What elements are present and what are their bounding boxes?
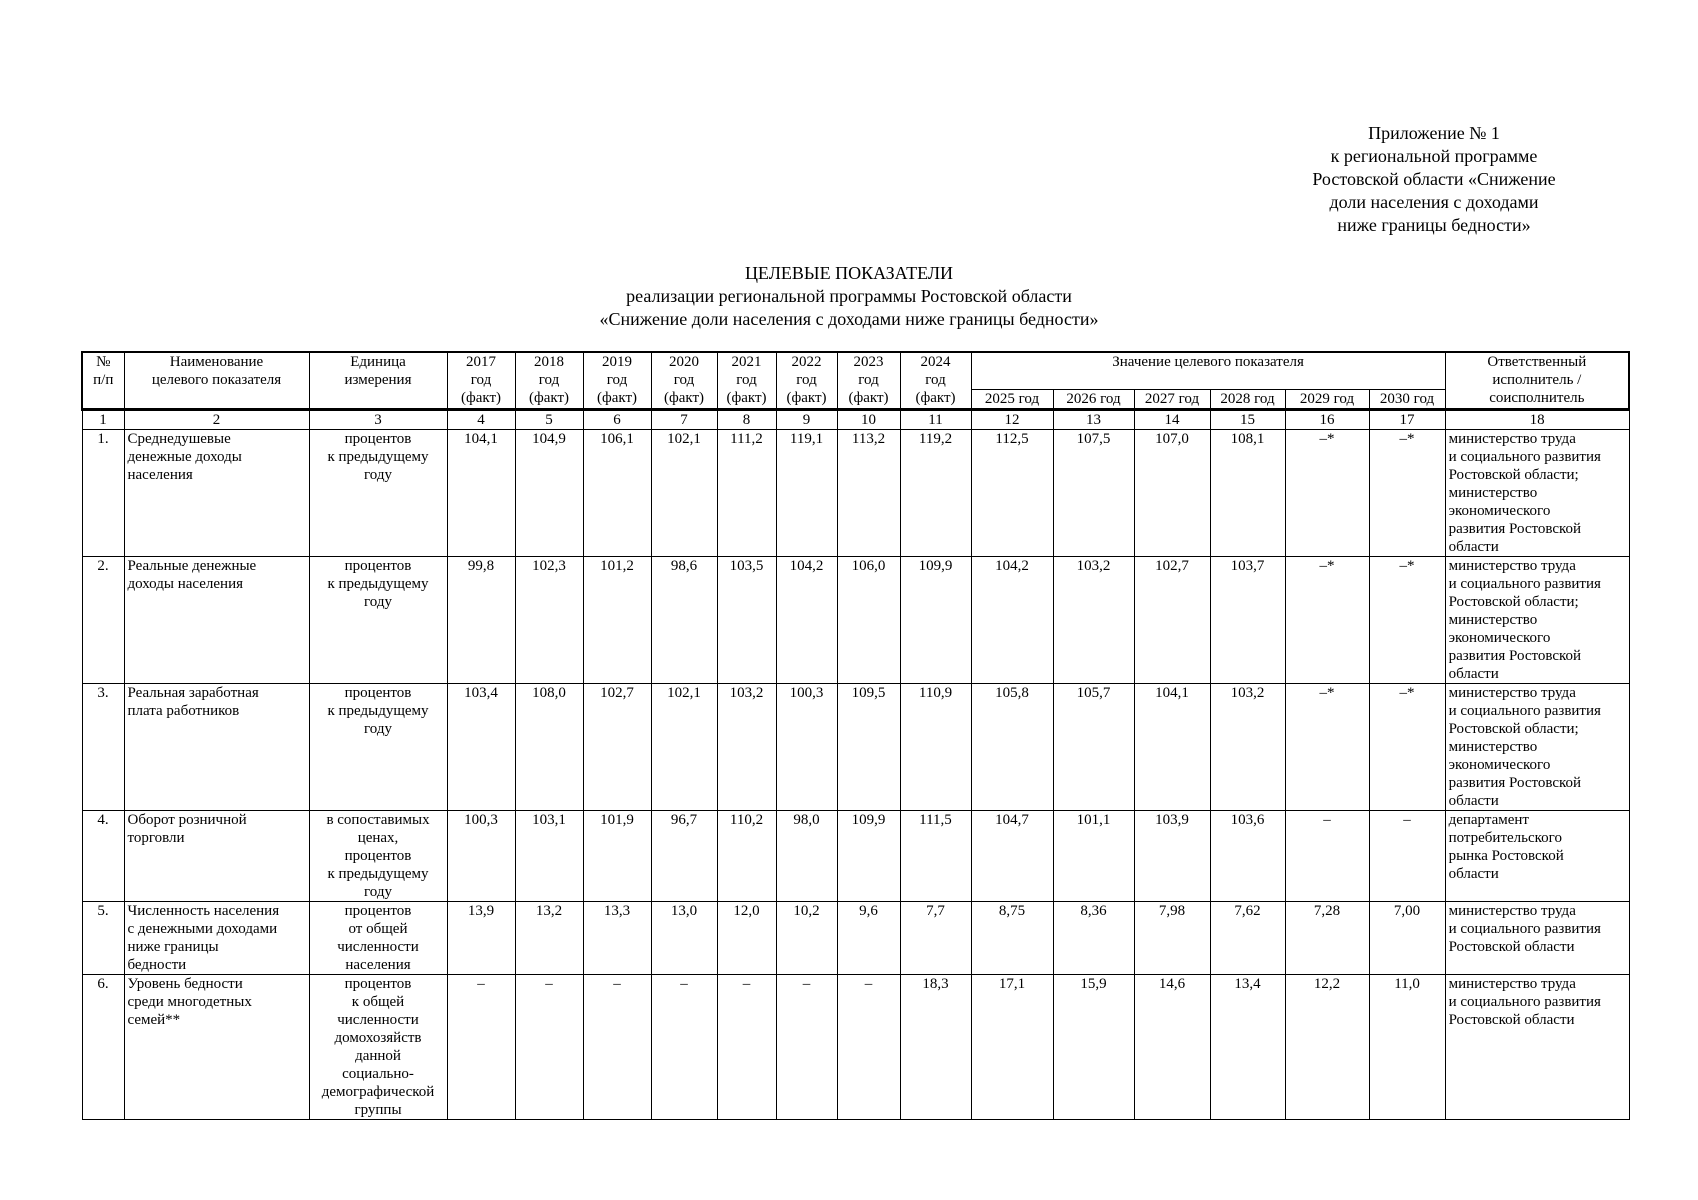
value-cell: 108,0: [515, 684, 583, 811]
table-row: [82, 975, 1629, 1120]
value-cell: 103,7: [1210, 557, 1285, 684]
value-cell: 113,2: [837, 430, 900, 557]
column-number: 9: [776, 410, 837, 430]
header-executor: Ответственный исполнитель / соисполнитель: [1445, 352, 1629, 410]
value-cell: –*: [1369, 684, 1445, 811]
header-fact-year: 2017 год (факт): [447, 352, 515, 410]
row-number: 2.: [82, 557, 124, 684]
value-cell: 112,5: [971, 430, 1053, 557]
value-cell: 11,0: [1369, 975, 1445, 1120]
value-cell: 102,3: [515, 557, 583, 684]
executor-cell: министерство труда и социального развития Ростовской области: [1445, 975, 1629, 1120]
value-cell: 106,0: [837, 557, 900, 684]
header-fact-year: 2018 год (факт): [515, 352, 583, 410]
column-number: 14: [1134, 410, 1210, 430]
value-cell: 103,2: [1053, 557, 1134, 684]
table-row: [82, 430, 1629, 557]
column-number: 18: [1445, 410, 1629, 430]
value-cell: 9,6: [837, 902, 900, 975]
value-cell: –*: [1285, 557, 1369, 684]
header-fact-year: 2021 год (факт): [717, 352, 776, 410]
indicator-name: Численность населения с денежными доходами ниже границы бедности: [124, 902, 309, 975]
value-cell: 7,28: [1285, 902, 1369, 975]
unit-cell: процентов к предыдущему году: [309, 557, 447, 684]
column-number: 12: [971, 410, 1053, 430]
value-cell: 111,5: [900, 811, 971, 902]
value-cell: 104,1: [447, 430, 515, 557]
table-row: [82, 557, 1629, 684]
value-cell: 101,2: [583, 557, 651, 684]
value-cell: 111,2: [717, 430, 776, 557]
value-cell: –*: [1285, 684, 1369, 811]
column-number: 5: [515, 410, 583, 430]
value-cell: 105,8: [971, 684, 1053, 811]
indicator-name: Реальные денежные доходы населения: [124, 557, 309, 684]
value-cell: –: [515, 975, 583, 1120]
document-subtitle: реализации региональной программы Ростовской области: [626, 286, 1072, 306]
value-cell: 98,0: [776, 811, 837, 902]
header-target-year: 2030 год: [1369, 390, 1445, 410]
indicator-name: Среднедушевые денежные доходы населения: [124, 430, 309, 557]
value-cell: 100,3: [776, 684, 837, 811]
value-cell: 103,1: [515, 811, 583, 902]
value-cell: –: [776, 975, 837, 1120]
value-cell: 107,5: [1053, 430, 1134, 557]
value-cell: –: [447, 975, 515, 1120]
value-cell: 104,9: [515, 430, 583, 557]
value-cell: 13,4: [1210, 975, 1285, 1120]
value-cell: 96,7: [651, 811, 717, 902]
table-header: [82, 352, 1629, 410]
table-row: [82, 811, 1629, 902]
value-cell: 102,1: [651, 684, 717, 811]
value-cell: 10,2: [776, 902, 837, 975]
value-cell: 109,5: [837, 684, 900, 811]
appendix-line: ниже границы бедности»: [1337, 215, 1531, 235]
value-cell: 8,75: [971, 902, 1053, 975]
appendix-line: Ростовской области «Снижение: [1312, 169, 1556, 189]
value-cell: 13,0: [651, 902, 717, 975]
value-cell: –: [1285, 811, 1369, 902]
value-cell: 107,0: [1134, 430, 1210, 557]
executor-cell: департамент потребительского рынка Ростовской области: [1445, 811, 1629, 902]
column-number: 8: [717, 410, 776, 430]
value-cell: –: [837, 975, 900, 1120]
value-cell: 12,0: [717, 902, 776, 975]
value-cell: 13,2: [515, 902, 583, 975]
value-cell: 104,2: [776, 557, 837, 684]
unit-cell: процентов к общей численности домохозяйств данной социально- демографической группы: [309, 975, 447, 1120]
value-cell: 104,2: [971, 557, 1053, 684]
unit-cell: в сопоставимых ценах, процентов к предыдущему году: [309, 811, 447, 902]
header-name: Наименование целевого показателя: [124, 352, 309, 410]
value-cell: 17,1: [971, 975, 1053, 1120]
value-cell: 101,9: [583, 811, 651, 902]
header-target-group: Значение целевого показателя: [971, 352, 1445, 390]
column-number: 17: [1369, 410, 1445, 430]
value-cell: –: [583, 975, 651, 1120]
header-target-year: 2025 год: [971, 390, 1053, 410]
value-cell: 13,9: [447, 902, 515, 975]
value-cell: 102,7: [1134, 557, 1210, 684]
value-cell: 119,2: [900, 430, 971, 557]
header-fact-year: 2024 год (факт): [900, 352, 971, 410]
value-cell: 13,3: [583, 902, 651, 975]
header-fact-year: 2023 год (факт): [837, 352, 900, 410]
value-cell: 103,2: [1210, 684, 1285, 811]
value-cell: 98,6: [651, 557, 717, 684]
column-number: 10: [837, 410, 900, 430]
value-cell: 103,5: [717, 557, 776, 684]
target-indicators-table: [81, 351, 1630, 1120]
value-cell: 15,9: [1053, 975, 1134, 1120]
value-cell: 105,7: [1053, 684, 1134, 811]
value-cell: 110,9: [900, 684, 971, 811]
value-cell: 108,1: [1210, 430, 1285, 557]
column-number: 16: [1285, 410, 1369, 430]
value-cell: –: [651, 975, 717, 1120]
value-cell: 109,9: [900, 557, 971, 684]
value-cell: –*: [1285, 430, 1369, 557]
column-number: 4: [447, 410, 515, 430]
executor-cell: министерство труда и социального развития Ростовской области; министерство экономического развития Ростовской области: [1445, 684, 1629, 811]
value-cell: 99,8: [447, 557, 515, 684]
executor-cell: министерство труда и социального развития Ростовской области: [1445, 902, 1629, 975]
document-heading: [0, 262, 1698, 331]
value-cell: –: [1369, 811, 1445, 902]
value-cell: 14,6: [1134, 975, 1210, 1120]
value-cell: 103,6: [1210, 811, 1285, 902]
column-number: 13: [1053, 410, 1134, 430]
column-number: 7: [651, 410, 717, 430]
header-target-year: 2027 год: [1134, 390, 1210, 410]
header-target-year: 2026 год: [1053, 390, 1134, 410]
unit-cell: процентов от общей численности населения: [309, 902, 447, 975]
value-cell: 103,4: [447, 684, 515, 811]
appendix-line: Приложение № 1: [1368, 123, 1500, 143]
value-cell: 7,98: [1134, 902, 1210, 975]
indicator-name: Оборот розничной торговли: [124, 811, 309, 902]
appendix-line: доли населения с доходами: [1329, 192, 1539, 212]
header-target-year: 2028 год: [1210, 390, 1285, 410]
column-numbers-row: [82, 410, 1629, 430]
table-row: [82, 902, 1629, 975]
value-cell: 101,1: [1053, 811, 1134, 902]
value-cell: 7,62: [1210, 902, 1285, 975]
value-cell: 18,3: [900, 975, 971, 1120]
column-number: 6: [583, 410, 651, 430]
executor-cell: министерство труда и социального развития Ростовской области; министерство экономического развития Ростовской области: [1445, 557, 1629, 684]
indicator-name: Уровень бедности среди многодетных семей**: [124, 975, 309, 1120]
value-cell: 106,1: [583, 430, 651, 557]
row-number: 4.: [82, 811, 124, 902]
column-number: 3: [309, 410, 447, 430]
document-title: ЦЕЛЕВЫЕ ПОКАЗАТЕЛИ: [744, 263, 954, 283]
value-cell: 12,2: [1285, 975, 1369, 1120]
unit-cell: процентов к предыдущему году: [309, 684, 447, 811]
appendix-line: к региональной программе: [1330, 146, 1538, 166]
value-cell: 109,9: [837, 811, 900, 902]
value-cell: 102,7: [583, 684, 651, 811]
row-number: 1.: [82, 430, 124, 557]
column-number: 15: [1210, 410, 1285, 430]
header-num: № п/п: [82, 352, 124, 410]
column-number: 1: [82, 410, 124, 430]
column-number: 2: [124, 410, 309, 430]
header-target-year: 2029 год: [1285, 390, 1369, 410]
value-cell: 104,7: [971, 811, 1053, 902]
header-fact-year: 2020 год (факт): [651, 352, 717, 410]
value-cell: 110,2: [717, 811, 776, 902]
value-cell: 8,36: [1053, 902, 1134, 975]
appendix-note: [1284, 122, 1584, 237]
row-number: 5.: [82, 902, 124, 975]
value-cell: 103,9: [1134, 811, 1210, 902]
row-number: 6.: [82, 975, 124, 1120]
value-cell: 104,1: [1134, 684, 1210, 811]
value-cell: 102,1: [651, 430, 717, 557]
value-cell: –*: [1369, 430, 1445, 557]
value-cell: 119,1: [776, 430, 837, 557]
indicator-name: Реальная заработная плата работников: [124, 684, 309, 811]
value-cell: –*: [1369, 557, 1445, 684]
column-number: 11: [900, 410, 971, 430]
table-row: [82, 684, 1629, 811]
value-cell: 7,7: [900, 902, 971, 975]
header-fact-year: 2019 год (факт): [583, 352, 651, 410]
document-subtitle: «Снижение доли населения с доходами ниже границы бедности»: [599, 309, 1099, 329]
value-cell: 100,3: [447, 811, 515, 902]
row-number: 3.: [82, 684, 124, 811]
header-unit: Единица измерения: [309, 352, 447, 410]
value-cell: 103,2: [717, 684, 776, 811]
value-cell: –: [717, 975, 776, 1120]
value-cell: 7,00: [1369, 902, 1445, 975]
header-fact-year: 2022 год (факт): [776, 352, 837, 410]
executor-cell: министерство труда и социального развития Ростовской области; министерство экономического развития Ростовской области: [1445, 430, 1629, 557]
unit-cell: процентов к предыдущему году: [309, 430, 447, 557]
